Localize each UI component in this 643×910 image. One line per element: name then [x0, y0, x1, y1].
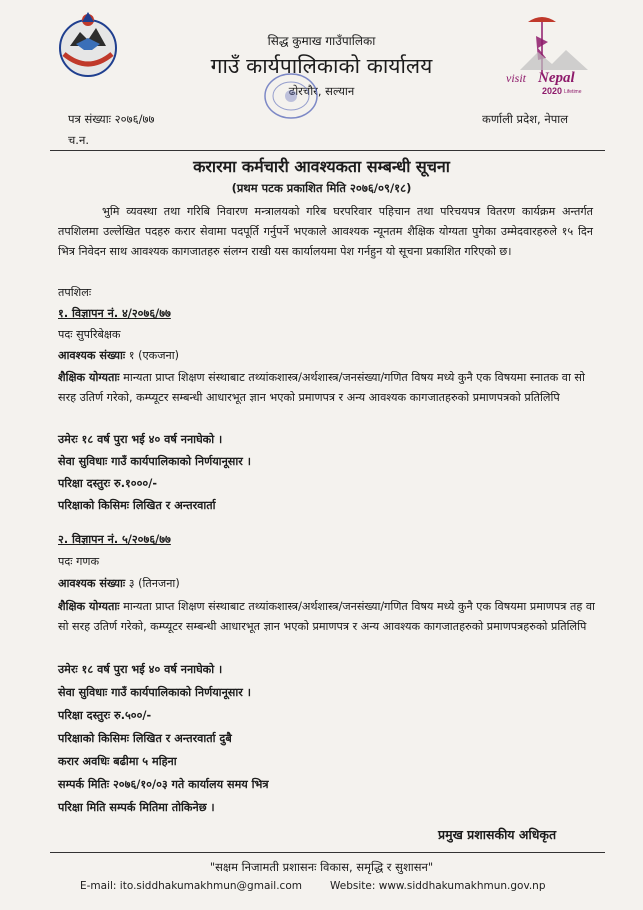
- notice-intro: भुमि व्यवस्था तथा गरिबि निवारण मन्त्रालयको गरिब घरपरिवार पहिचान तथा परिचयपत्र वितरण कार्यक्रम अन्तर्गत तपशिलमा उल्लेखित पदहरु करार सेवामा पदपूर्ति गर्नुपर्ने भएकाले आवश्यक न्यूनतम शैक्षिक योग्यता पुगेका उम्मेदवारहरुले १५ दिन भित्र निवेदन साथ आवश्यक कागजातहरु संलग्न राखी यस कार्यालयमा पेश गर्नहुन यो सूचना प्रकाशित गरिएको छ।: [58, 205, 593, 258]
- ad2-exam-date: परिक्षा मिति सम्पर्क मितिमा तोकिनेछ ।: [58, 801, 215, 814]
- municipality-name: सिद्ध कुमाख गाउँपालिका: [267, 34, 376, 48]
- ad1-qual-text: मान्यता प्राप्त शिक्षण संस्थाबाट तथ्यांकशास्त्र/अर्थशास्त्र/जनसंख्या/गणित विषय मध्ये कुनै एक विषयमा स्नातक वा सो सरह उतिर्ण गरेको, कम्प्यूटर सम्बन्धी आधारभूत ज्ञान भएको प्रमाणपत्र र अन्य आवश्यक कागजातहरुको प्रमाणपत्रको प्रतिलिपि: [58, 371, 585, 404]
- svg-text:2020: 2020: [542, 86, 563, 96]
- footer-website[interactable]: Website: www.siddhakumakhmun.gov.np: [330, 880, 546, 892]
- ad1-post: पदः सुपरिबेक्षक: [58, 328, 121, 341]
- office-location: ढोरचौर, सल्यान: [288, 84, 355, 98]
- footer-slogan: "सक्षम निजामती प्रशासनः विकास, समृद्धि र सुशासन": [209, 860, 434, 874]
- office-name: गाउँ कार्यपालिकाको कार्यालय: [210, 54, 433, 78]
- ad1-facility: सेवा सुविधाः गाउँ कार्यपालिकाको निर्णयानूसार ।: [58, 455, 251, 468]
- notice-title: करारमा कर्मचारी आवश्यकता सम्बन्धी सूचना: [193, 157, 450, 176]
- svg-text:visit: visit: [506, 71, 526, 85]
- ad2-contract: करार अवधिः बढीमा ५ महिना: [58, 755, 177, 768]
- ad2-qual-text: मान्यता प्राप्त शिक्षण संस्थाबाट तथ्यांकशास्त्र/अर्थशास्त्र/जनसंख्या/गणित विषय मध्ये कुनै एक विषयमा प्रमाणपत्र तह वा सो सरह उतिर्ण गरेको, कम्प्यूटर सम्बन्धी आधारभूत ज्ञान भएको प्रमाणपत्र र अन्य आवश्यक कागजातहरुको प्रमाणपत्रहरुको प्रतिलिपि: [58, 600, 595, 633]
- ad2-exam-type: परिक्षाको किसिमः लिखित र अन्तरवार्ता दुबै: [58, 732, 232, 745]
- ad2-qualification: [58, 597, 603, 637]
- ad1-qual-label: शैक्षिक योग्यताः: [58, 371, 120, 384]
- letter-number: पत्र संख्याः २०७६/७७: [68, 112, 155, 126]
- ad1-required-label: आवश्यक संख्याः: [58, 349, 126, 362]
- svg-text:Lifetime: Lifetime: [564, 89, 582, 95]
- ad1-required-value: १ (एकजना): [128, 349, 179, 362]
- ad1-qualification: [58, 368, 603, 408]
- ad2-qual-label: शैक्षिक योग्यताः: [58, 600, 120, 613]
- ad2-facility: सेवा सुविधाः गाउँ कार्यपालिकाको निर्णयानूसार ।: [58, 686, 251, 699]
- ad2-required: [58, 576, 180, 591]
- ad2-age: उमेरः १८ वर्ष पुरा भई ४० वर्ष ननाघेको ।: [58, 663, 223, 676]
- ad2-heading: २. विज्ञापन नं. ५/२०७६/७७: [58, 533, 171, 546]
- footer-divider: [50, 852, 605, 853]
- ad1-heading: १. विज्ञापन नं. ४/२०७६/७७: [58, 307, 171, 320]
- ad1-exam-type: परिक्षाको किसिमः लिखित र अन्तरवार्ता: [58, 499, 216, 512]
- visit-nepal-logo-icon: [500, 14, 600, 98]
- ad2-contact-date: सम्पर्क मितिः २०७६/१०/०३ गते कार्यालय समय भित्र: [58, 778, 269, 791]
- svg-text:Nepal: Nepal: [538, 70, 575, 86]
- province-name: कर्णाली प्रदेश, नेपाल: [482, 112, 569, 126]
- dispatch-number: च.न.: [68, 133, 89, 147]
- ad2-required-label: आवश्यक संख्याः: [58, 577, 126, 590]
- ad2-fee: परिक्षा दस्तुरः रु.५००/-: [58, 709, 152, 722]
- details-label: तपशिलः: [58, 286, 92, 299]
- ad1-required: [58, 348, 179, 363]
- footer-email[interactable]: E-mail: ito.siddhakumakhmun@gmail.com: [80, 880, 302, 892]
- notice-subtitle: (प्रथम पटक प्रकाशित मिति २०७६/०९/१८): [231, 181, 412, 195]
- ad2-required-value: ३ (तिनजना): [128, 577, 180, 590]
- signature-title: प्रमुख प्रशासकीय अधिकृत: [438, 827, 557, 842]
- ad2-post: पदः गणक: [58, 555, 100, 568]
- ad1-fee: परिक्षा दस्तुरः रु.१०००/-: [58, 477, 157, 490]
- header-divider: [50, 150, 605, 151]
- ad1-age: उमेरः १८ वर्ष पुरा भई ४० वर्ष ननाघेको ।: [58, 433, 223, 446]
- office-stamp-icon: [262, 70, 320, 122]
